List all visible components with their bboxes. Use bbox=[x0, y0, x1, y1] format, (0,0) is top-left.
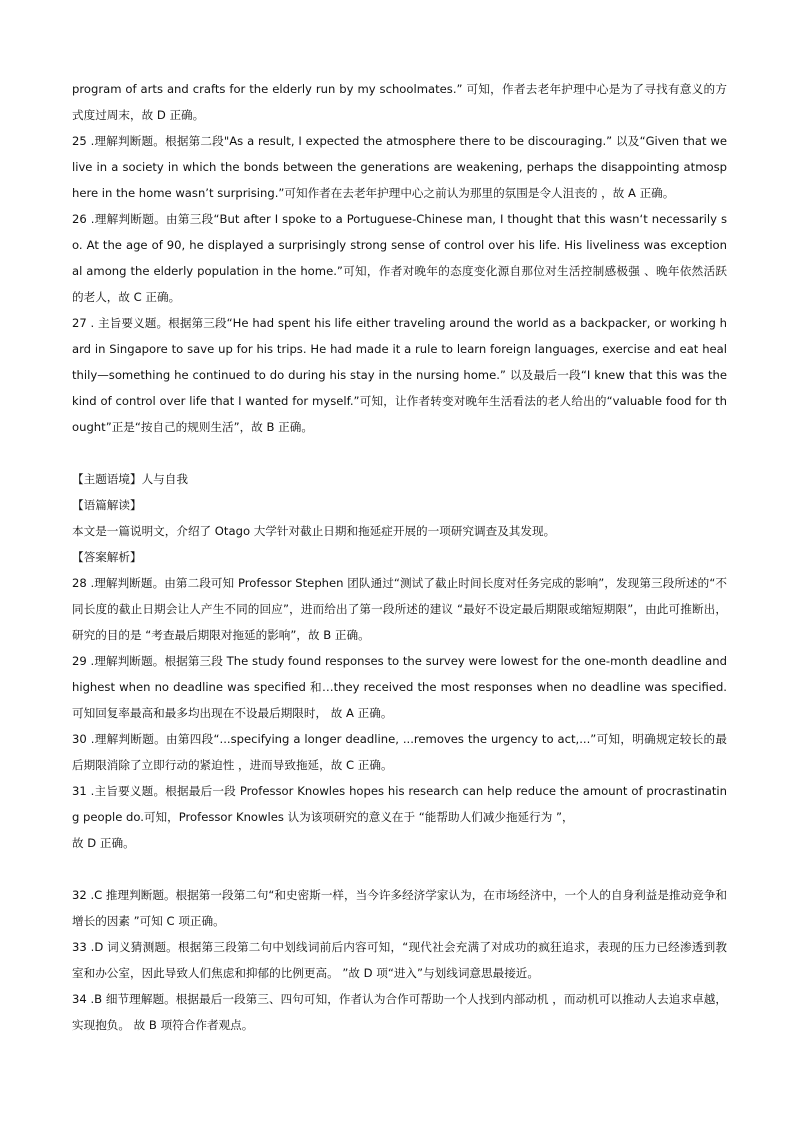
answer-item-25: 25 .理解判断题。根据第二段"As a result, I expected the atmosphere there to be discouraging.” 以及“Given that we live in a society in which the bonds between the generations are weakening, perhaps the disappointing atmosphere in the home wasn’t surprising.”可知作者在去老年护理中心之前认为那里的氛围是令人沮丧的 ，故 A 正确。 bbox=[72, 134, 727, 200]
answer-item-27: 27 . 主旨要义题。根据第三段“He had spent his life either traveling around the world as a backpacker, or working hard in Singapore to save up for his trips. He had made it a rule to learn foreign languages, exercise and eat healthily—something he continued to do during his stay in the nursing home.” 以及最后一段“I knew that this was the kind of control over life that I wanted for myself.”可知，让作者转变对晚年生活看法的老人给出的“valuable food for thought”正是“按自己的规则生活”，故 B 正确。 bbox=[72, 316, 727, 434]
answer-item-24-continued: program of arts and crafts for the elderly run by my schoolmates.” 可知，作者去老年护理中心是为了寻找有意义的方式度过周末，故 D 正确。 bbox=[72, 82, 727, 122]
theme-heading bbox=[72, 466, 727, 492]
answer-item-34: 34 .B 细节理解题。根据最后一段第三、四句可知，作者认为合作可帮助一个人找到内部动机 ，而动机可以推动人去追求卓越，实现抱负。 故 B 项符合作者观点。 bbox=[72, 992, 727, 1032]
section-spacer bbox=[72, 440, 727, 466]
answer-item-31-end: 故 D 正确。 bbox=[72, 836, 135, 850]
answer-item-30: 30 .理解判断题。由第四段“...specifying a longer deadline, ...removes the urgency to act,...”可知，明确规定较长的最后期限消除了立即行动的紧迫性 ，进而导致拖延，故 C 正确。 bbox=[72, 732, 727, 772]
theme-label: 【主题语境】 bbox=[72, 472, 142, 486]
interpret-text: 本文是一篇说明文，介绍了 Otago 大学针对截止日期和拖延症开展的一项研究调查及其发现。 bbox=[72, 524, 556, 538]
answer-item-32: 32 .C 推理判断题。根据第一段第二句“和史密斯一样，当今许多经济学家认为，在市场经济中，一个人的自身利益是推动竞争和增长的因素 ”可知 C 项正确。 bbox=[72, 888, 727, 928]
answer-item-28: 28 .理解判断题。由第二段可知 Professor Stephen 团队通过“测试了截止时间长度对任务完成的影响”，发现第三段所述的“不同长度的截止日期会让人产生不同的回应”，进而给出了第一段所述的建议 “最好不设定最后期限或缩短期限”，由此可推断出，研究的目的是 “考查最后期限对拖延的影响”，故 B 正确。 bbox=[72, 576, 727, 642]
answer-item-33: 33 .D 词义猜测题。根据第三段第二句中划线词前后内容可知，“现代社会充满了对成功的疯狂追求，表现的压力已经渗透到教室和办公室，因此导致人们焦虑和抑郁的比例更高。 ”故 D 项“进入”与划线词意思最接近。 bbox=[72, 940, 727, 980]
answer-item-29: 29 .理解判断题。根据第三段 The study found responses to the survey were lowest for the one-month deadline and highest when no deadline was specified 和…they received the most responses when no deadline was specified. 可知回复率最高和最多均出现在不设最后期限时， 故 A 正确。 bbox=[72, 654, 727, 720]
answer-item-26: 26 .理解判断题。由第三段“But after I spoke to a Portuguese-Chinese man, I thought that this wasn‘t necessarily so. At the age of 90, he displayed a surprisingly strong sense of control over his life. His liveliness was exceptional among the elderly population in the home.”可知，作者对晚年的态度变化源自那位对生活控制感极强 、晚年依然活跃的老人，故 C 正确。 bbox=[72, 212, 727, 304]
answer-item-31: 31 .主旨要义题。根据最后一段 Professor Knowles hopes his research can help reduce the amount of procrastinating people do.可知，Professor Knowles 认为该项研究的意义在于 “能帮助人们减少拖延行为 ”， bbox=[72, 784, 727, 824]
section-spacer bbox=[72, 856, 727, 882]
theme-value: 人与自我 bbox=[141, 472, 188, 486]
interpret-heading: 【语篇解读】 bbox=[72, 498, 142, 512]
answer-heading: 【答案解析】 bbox=[72, 550, 142, 564]
